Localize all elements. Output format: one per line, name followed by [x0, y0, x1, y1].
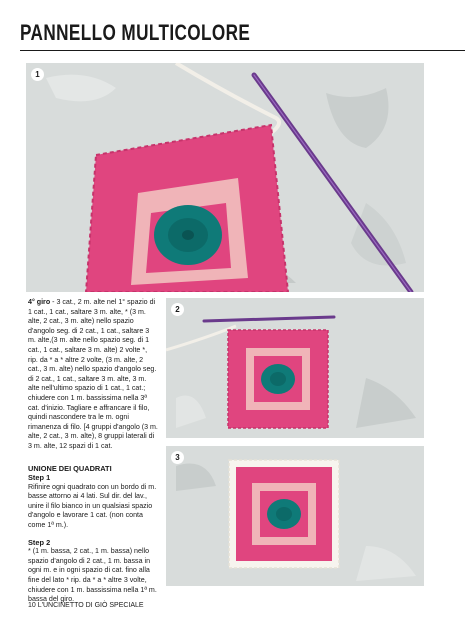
step-1-text: Rifinire ogni quadrato con un bordo di m. basse attorno ai 4 lati. Sul dir. del lav., unire il filo bianco in un qualsiasi spazio d'angolo e lavorare 1 cat. (non conta come 1ª m.). — [28, 482, 157, 530]
photo-badge: 2 — [171, 303, 184, 316]
granny-square-photo — [166, 446, 424, 586]
photo-step-3 — [166, 446, 424, 586]
granny-square-photo — [166, 298, 424, 438]
granny-square-photo — [26, 63, 424, 292]
page-title: PANNELLO MULTICOLORE — [20, 20, 251, 45]
round-4-text: - 3 cat., 2 m. alte nel 1° spazio di 1 cat., 1 cat., saltare 3 m. alte, * (3 m. alte, 2 cat., 3 m. alte) nello spazio d'angolo seg. di 2 cat., 1 cat., saltare 3 m. alte,(3 m. alte nello spazio seg. di 1 cat., 1 cat., saltare 3 m. alte) 2 volte *, rip. da * a * altre 2 volte, (3 m. alte, 2 cat., 3 m. alte) nello spazio d'angolo seg. di 2 cat., 1 cat., saltare 3 m. alte, 3 m. alte nell'ultimo spazio di 1 cat., 1 cat.; chiudere con 1 m. bassissima nella 3ª cat. d'inizio. Tagliare e affrancare il filo, quindi nascondere tra le m. ogni rimanenza di filo. [4 gruppi d'angolo (3 m. alte, 2 cat., 3 m. alte), 8 gruppi laterali di 3 m. alte, 12 spazi di 1 cat. — [28, 298, 158, 450]
round-4-label: 4° giro — [28, 298, 51, 306]
photo-badge: 1 — [31, 68, 44, 81]
step-2-title: Step 2 — [28, 537, 51, 547]
step-1-title: Step 1 — [28, 473, 51, 483]
photo-badge: 3 — [171, 451, 184, 464]
page-number: 10 — [28, 602, 36, 609]
section-heading: UNIONE DEI QUADRATI — [28, 463, 112, 473]
step-2-text: * (1 m. bassa, 2 cat., 1 m. bassa) nello spazio d'angolo di 2 cat., 1 m. bassa in ogni m. e in ogni spazio di cat. fino alla fine del lato * rip. da * a * altre 3 volte, chiudere con 1 m. bassissima nella 1ª m. bassa del giro. — [28, 547, 157, 604]
photo-step-1 — [26, 63, 424, 292]
round-4-paragraph — [28, 298, 158, 452]
title-rule — [20, 50, 465, 51]
instructions-column — [28, 298, 158, 612]
photo-step-2 — [166, 298, 424, 438]
page-footer — [28, 602, 144, 609]
publication-name: L'UNCINETTO DI GIÒ SPECIALE — [37, 602, 144, 609]
